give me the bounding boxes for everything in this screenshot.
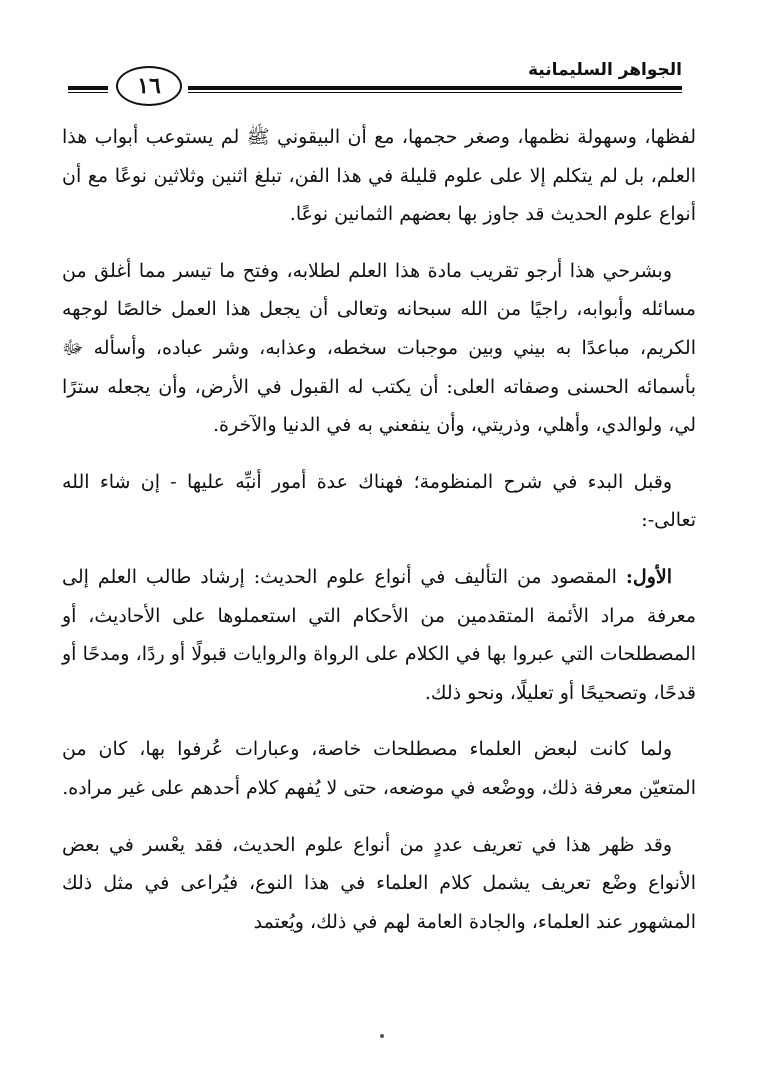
paragraph-4-text: المقصود من التأليف في أنواع علوم الحديث: إرشاد طالب العلم إلى معرفة مراد الأئمة المتقدمين من الأحكام التي استعملوها على الأحاديث، أو المصطلحات التي عبروا بها في الكلام على الرواة والروايات قبولًا أو ردًا، ومدحًا أو قدحًا، وتصحيحًا أو تعليلًا، ونحو ذلك. xyxy=(62,565,696,704)
page-header xyxy=(68,52,682,102)
paragraph-5: ولما كانت لبعض العلماء مصطلحات خاصة، وعبارات عُرفوا بها، كان من المتعيّن معرفة ذلك، ووضْعه في موضعه، حتى لا يُفهم كلام أحدهم على غير مراده. xyxy=(62,738,696,799)
paragraph-2: وبشرحي هذا أرجو تقريب مادة هذا العلم لطلابه، وفتح ما تيسر مما أغلق من مسائله وأبوابه، راجيًا من الله سبحانه وتعالى أن يجعل هذا العمل خالصًا لوجهه الكريم، مباعدًا به بيني وبين موجبات سخطه، وعذابه، وشر عباده، وأسأله ﷻ بأسمائه الحسنى وصفاته العلى: أن يكتب له القبول في الأرض، وأن يجعله سترًا لي، ولوالدي، وأهلي، وذريتي، وأن ينفعني به في الدنيا والآخرة. xyxy=(62,259,696,437)
page-dot xyxy=(380,1034,384,1038)
paragraph-6: وقد ظهر هذا في تعريف عددٍ من أنواع علوم الحديث، فقد يعْسر في بعض الأنواع وضْع تعريف يشمل كلام العلماء في هذا النوع، فيُراعى في مثل ذلك المشهور عند العلماء، والجادة العامة لهم في ذلك، ويُعتمد xyxy=(62,833,696,933)
page-body xyxy=(62,118,696,959)
paragraph-4-lead: الأول: xyxy=(625,565,673,588)
paragraph-1: لفظها، وسهولة نظمها، وصغر حجمها، مع أن البيقوني ﷺ لم يستوعب أبواب هذا العلم، بل لم يتكلم إلا على علوم قليلة في هذا الفن، تبلغ اثنين وثلاثين نوعًا مع أن أنواع علوم الحديث قد جاوز بها بعضهم الثمانين نوعًا. xyxy=(62,126,696,226)
paragraph-3: وقبل البدء في شرح المنظومة؛ فهناك عدة أمور أنبِّه عليها - إن شاء الله تعالى-: xyxy=(62,470,696,532)
page-number: ١٦ xyxy=(116,66,182,106)
paragraph-4 xyxy=(62,558,696,712)
book-title: الجواهر السليمانية xyxy=(527,60,682,80)
